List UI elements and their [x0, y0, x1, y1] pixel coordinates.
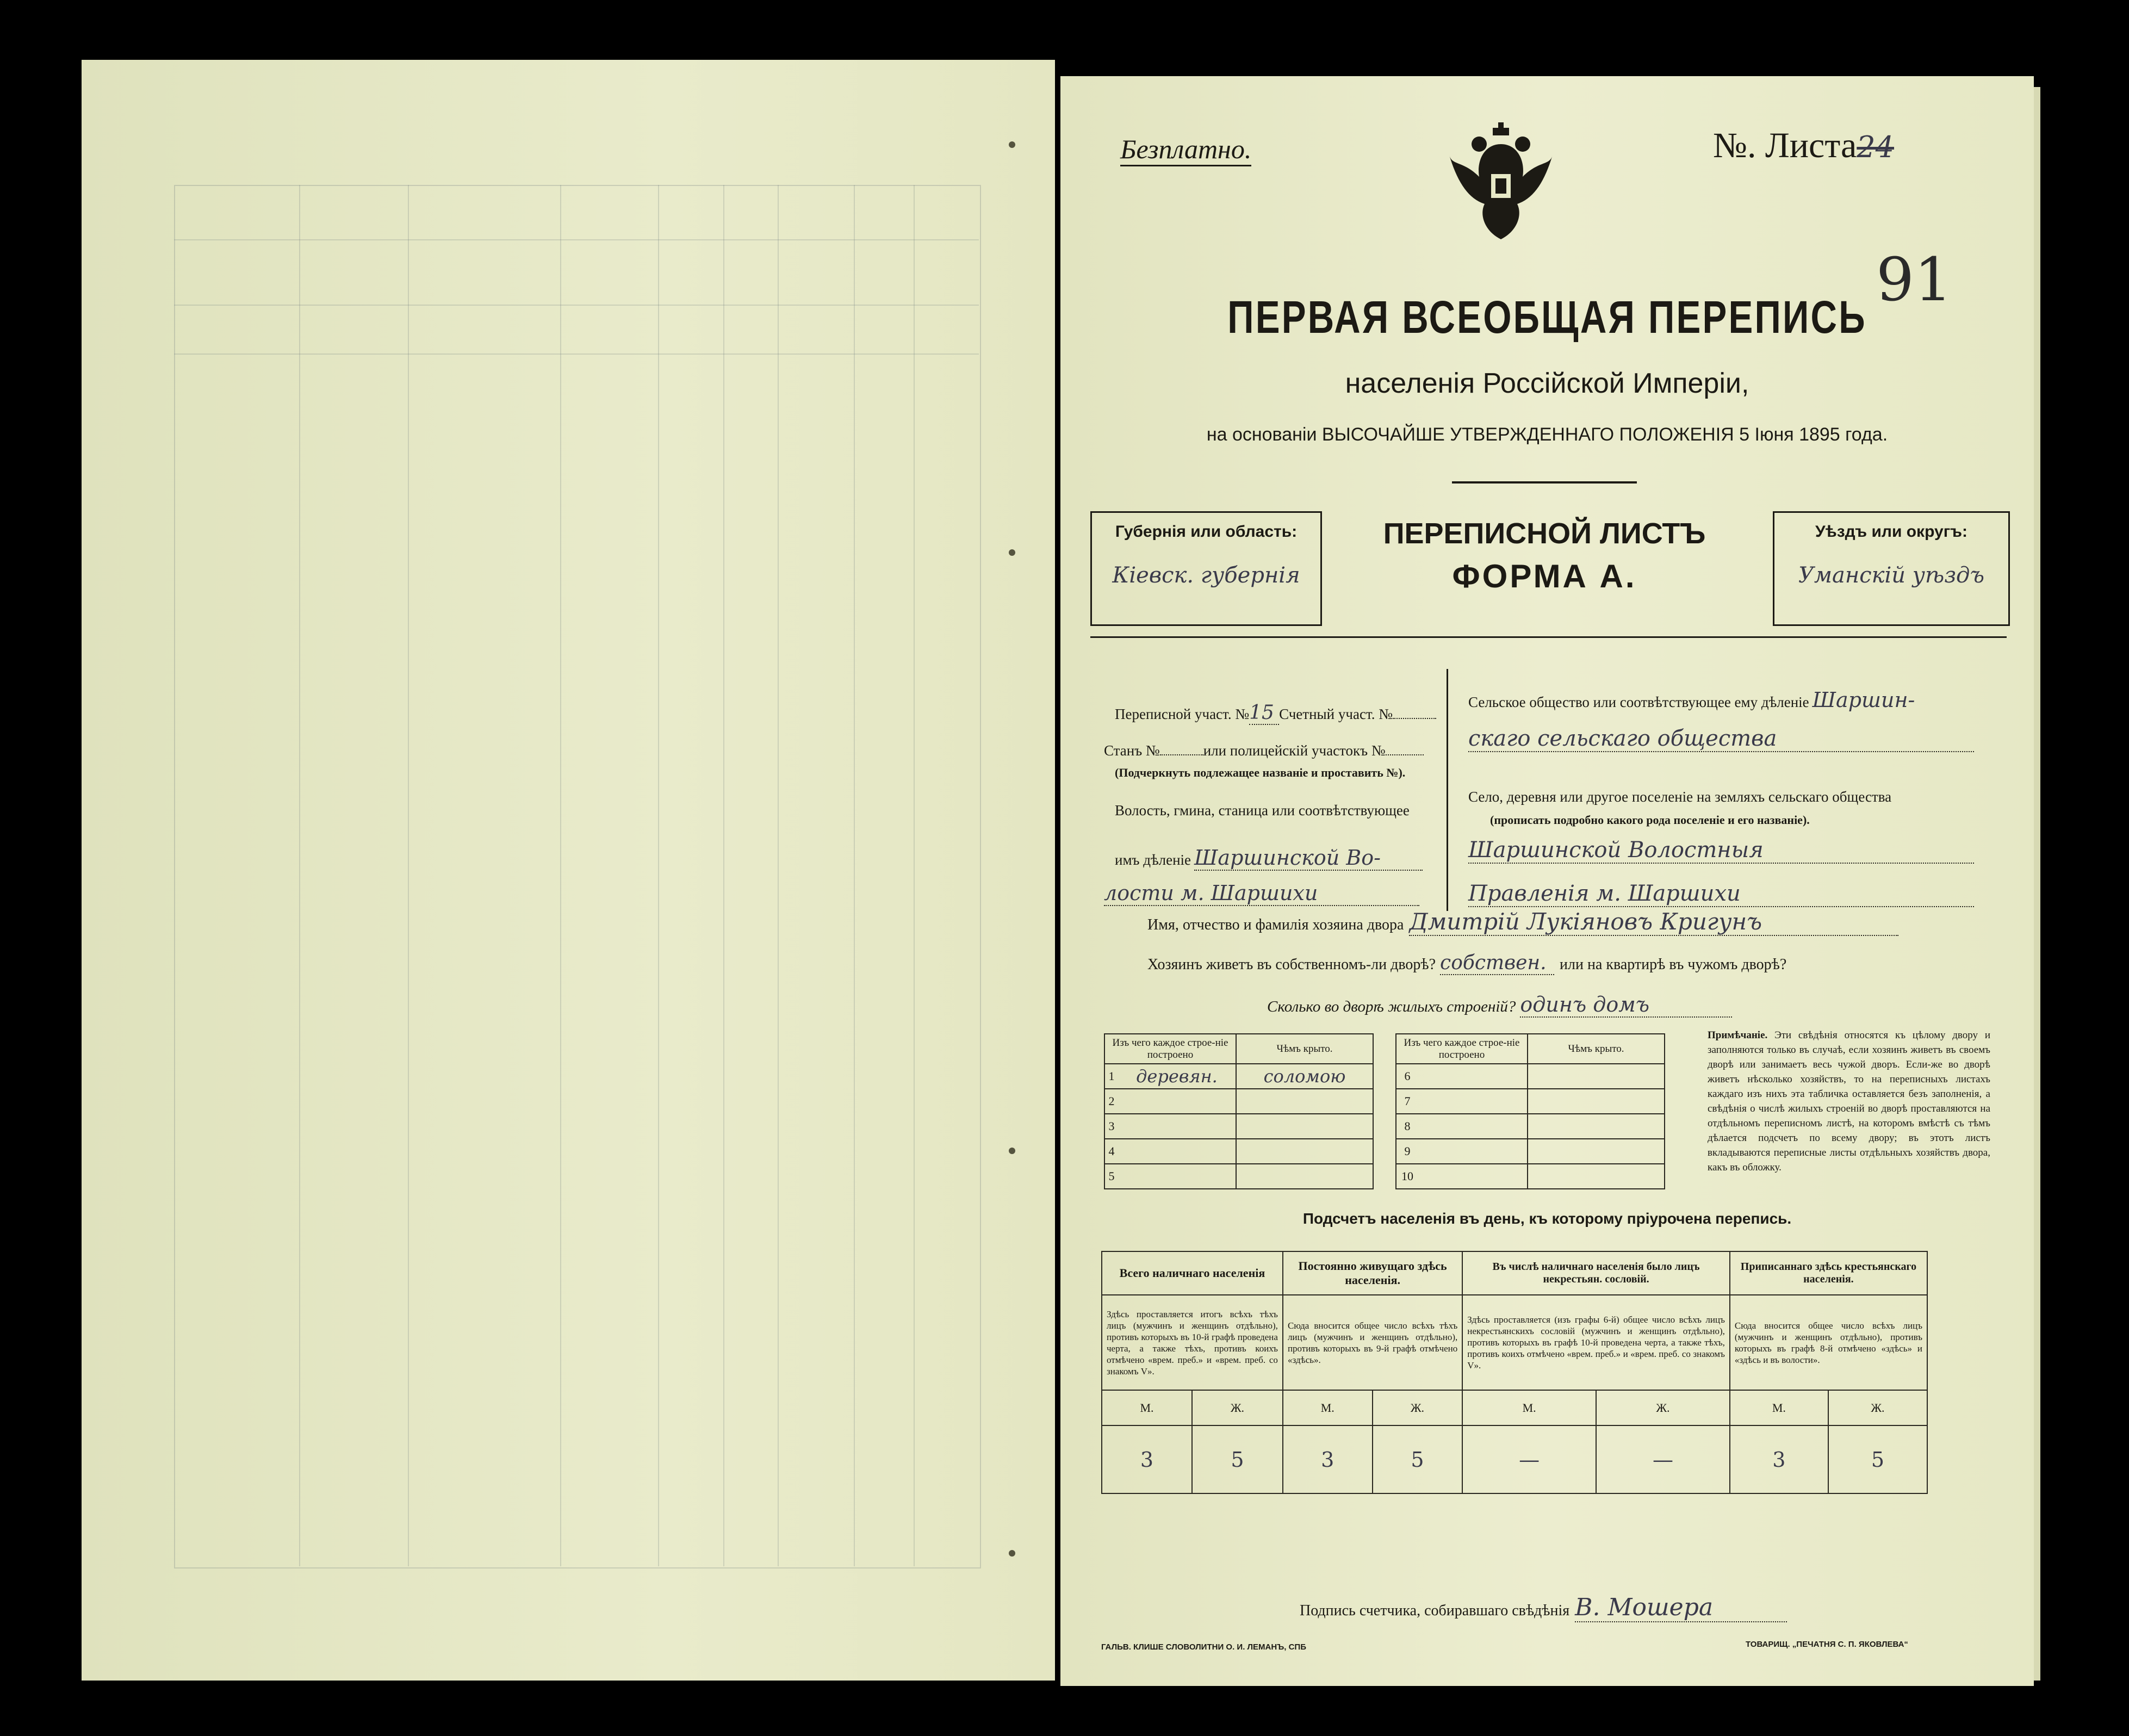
bt-row-number: 6 [1396, 1064, 1418, 1089]
pop-head-permanent: Постоянно живущаго здѣсь населенія. [1283, 1251, 1462, 1295]
volost-label-2: имъ дѣленіе [1115, 852, 1191, 868]
bt-roof [1236, 1089, 1373, 1114]
pop-desc-permanent: Сюда вносится общее число всѣхъ тѣхъ лицъ (мужчинъ и женщинъ отдѣльно), противъ которыхъ въ 9-й графѣ отмѣчено «здѣсь». [1283, 1295, 1462, 1390]
note-text: Эти свѣдѣнія относятся къ цѣлому двору и заполняются только въ случаѣ, если хозяинъ живетъ въ своемъ дворѣ или занимаетъ весь чужой дворъ. Если-же во дворѣ живетъ нѣсколько хозяйствъ, то на переписныхъ листахъ каждаго изъ нихъ эта табличка оставляется безъ заполненія, а свѣдѣнія о числѣ жилыхъ строеній во дворѣ проставляются на отдѣльномъ переписномъ листѣ, на которомъ вмѣстѣ съ тѣмъ дѣлается подсчетъ по всему двору; въ этотъ листъ вкладываются переписные листы отдѣльныхъ хозяйствъ двора, какъ въ обложку. [1708, 1030, 1990, 1173]
pop-m-label: М. [1730, 1390, 1828, 1425]
pop-desc-non-peasant: Здѣсь проставляется (изъ графы 6-й) общее число всѣхъ лицъ некрестьянскихъ сословій (мужчинъ и женщинъ отдѣльно), противъ которыхъ въ графѣ 10-й проведена черта, а также тѣхъ, противъ коихъ отмѣчено «врем. преб.» и «врем. преб. со знакомъ V». [1462, 1295, 1730, 1390]
left-fields [1098, 625, 1430, 1006]
pop-permanent-f: 5 [1373, 1425, 1463, 1493]
census-section-label: Переписной участ. № [1115, 706, 1250, 722]
binding-hole [1009, 549, 1015, 556]
uezd-value: Уманскій уѣздъ [1798, 563, 1985, 588]
signature-value: В. Мошера [1575, 1594, 1787, 1622]
bt-row-number: 9 [1396, 1139, 1418, 1164]
census-subtitle: населенія Россійской Имперіи, [1345, 368, 1749, 399]
sheet-number-label: №. Листа24 [1713, 126, 1895, 165]
pop-total-m: 3 [1102, 1425, 1192, 1493]
bt-col-roof: Чѣмъ крыто. [1528, 1034, 1665, 1064]
binding-hole [1009, 1550, 1015, 1557]
bt-material [1118, 1139, 1236, 1164]
village-label: Село, деревня или другое поселеніе на земляхъ сельскаго общества [1468, 789, 1892, 805]
bt-roof: соломою [1236, 1064, 1373, 1089]
pop-desc-total: Здѣсь проставляется итогъ всѣхъ тѣхъ лицъ (мужчинъ и женщинъ отдѣльно), противъ которыхъ въ 10-й графѣ проведена черта, а также тѣхъ, противъ коихъ отмѣчено «врем. преб.» и «врем. преб. со знакомъ V». [1102, 1295, 1283, 1390]
bt-material [1118, 1164, 1236, 1189]
bt-roof [1236, 1114, 1373, 1139]
signature-row [1300, 1594, 1787, 1622]
ornament-divider [1452, 481, 1637, 483]
owner-value: Дмитрій Лукіяновъ Кригунъ [1409, 908, 1898, 936]
bt-roof [1528, 1164, 1665, 1189]
binding-hole [1009, 1148, 1015, 1154]
pop-f-label: Ж. [1373, 1390, 1463, 1425]
residence-row [1147, 952, 1786, 975]
pop-permanent-m: 3 [1283, 1425, 1373, 1493]
imperial-eagle-emblem [1447, 122, 1555, 242]
bt-col-roof: Чѣмъ крыто. [1236, 1034, 1373, 1064]
pop-desc-assigned: Сюда вносится общее число всѣхъ лицъ (мужчинъ и женщинъ отдѣльно), противъ которыхъ въ графѣ 8-й отмѣчено «здѣсь» и «здѣсь и въ волости». [1730, 1295, 1927, 1390]
form-title: ФОРМА А. [1452, 558, 1637, 594]
bt-material [1418, 1114, 1528, 1139]
pop-f-label: Ж. [1596, 1390, 1730, 1425]
bt-roof [1236, 1164, 1373, 1189]
count-section-label: Счетный участ. № [1279, 706, 1393, 722]
bt-col-material: Изъ чего каждое строе-ніе построено [1396, 1034, 1528, 1064]
society-label: Сельское общество или соотвѣтствующее ему дѣленіе [1468, 694, 1809, 710]
pop-f-label: Ж. [1192, 1390, 1283, 1425]
bt-row-number: 7 [1396, 1089, 1418, 1114]
bt-material [1418, 1139, 1528, 1164]
pop-assigned-m: 3 [1730, 1425, 1828, 1493]
note-block [1708, 1028, 1990, 1175]
pop-f-label: Ж. [1828, 1390, 1927, 1425]
pop-m-label: М. [1102, 1390, 1192, 1425]
uezd-label: Уѣздъ или округъ: [1815, 523, 1968, 541]
residence-value: собствен. [1440, 952, 1554, 975]
pop-non-peasant-f: — [1596, 1425, 1730, 1493]
police-label: или полицейскій участокъ № [1203, 742, 1386, 759]
bt-col-material: Изъ чего каждое строе-ніе построено [1104, 1034, 1236, 1064]
right-fields [1457, 625, 2007, 930]
owner-label: Имя, отчество и фамилія хозяина двора [1147, 916, 1404, 933]
pop-head-assigned: Приписаннаго здѣсь крестьянскаго населенія. [1730, 1251, 1927, 1295]
binding-hole [1009, 141, 1015, 148]
printer-credit-left: ГАЛЬВ. КЛИШЕ СЛОВОЛИТНИ О. И. ЛЕМАНЪ, СПБ [1101, 1642, 1306, 1652]
residence-label-2: или на квартирѣ въ чужомъ дворѣ? [1560, 956, 1787, 973]
bt-roof [1528, 1114, 1665, 1139]
bt-row-number: 3 [1104, 1114, 1118, 1139]
bt-row-number: 10 [1396, 1164, 1418, 1189]
bt-material [1418, 1064, 1528, 1089]
bt-material [1418, 1164, 1528, 1189]
owner-row [1147, 908, 1898, 936]
pop-head-total: Всего наличнаго населенія [1102, 1251, 1283, 1295]
pop-non-peasant-m: — [1462, 1425, 1596, 1493]
archive-stamp-number: 91 [1876, 245, 1952, 314]
sheet-number-value: 24 [1857, 130, 1895, 164]
underline-note: (Подчеркнуть подлежащее названіе и проставить №). [1115, 766, 1406, 779]
pop-m-label: М. [1283, 1390, 1373, 1425]
pop-assigned-f: 5 [1828, 1425, 1927, 1493]
population-table [1101, 1251, 1928, 1494]
society-value-2: скаго сельскаго общества [1468, 726, 1974, 752]
bt-material: деревян. [1118, 1064, 1236, 1089]
list-title: ПЕРЕПИСНОЙ ЛИСТЪ [1383, 517, 1706, 550]
census-title: ПЕРВАЯ ВСЕОБЩАЯ ПЕРЕПИСЬ [1227, 292, 1867, 343]
volost-value-1: Шаршинской Во- [1194, 846, 1423, 871]
guberniya-box [1090, 511, 1322, 626]
pop-total-f: 5 [1192, 1425, 1283, 1493]
signature-label: Подпись счетчика, собиравшаго свѣдѣнія [1300, 1602, 1570, 1619]
volost-label-1: Волость, гмина, станица или соотвѣтствующее [1115, 802, 1410, 819]
bt-row-number: 2 [1104, 1089, 1118, 1114]
population-title: Подсчетъ населенія въ день, къ которому пріурочена перепись. [1302, 1210, 1792, 1227]
guberniya-value: Кіевск. губернія [1112, 563, 1300, 588]
free-label: Безплатно. [1120, 133, 1251, 166]
faint-ruled-grid [174, 185, 981, 1568]
census-section-value: 15 [1249, 702, 1279, 725]
residence-label: Хозяинъ живетъ въ собственномъ-ли дворѣ? [1147, 956, 1436, 973]
bt-material [1118, 1114, 1236, 1139]
buildings-table [1104, 1033, 1665, 1189]
bt-roof [1528, 1064, 1665, 1089]
bt-roof [1528, 1089, 1665, 1114]
note-title: Примѣчаніе. [1708, 1030, 1768, 1041]
bt-roof [1236, 1139, 1373, 1164]
bt-material [1418, 1089, 1528, 1114]
society-value-1: Шаршин- [1812, 688, 1915, 712]
guberniya-label: Губернія или область: [1115, 523, 1298, 541]
uezd-box [1773, 511, 2010, 626]
bt-roof [1528, 1139, 1665, 1164]
column-divider [1447, 669, 1448, 911]
buildings-label: Сколько во дворѣ жилыхъ строеній? [1267, 998, 1516, 1015]
village-value-2: Правленія м. Шаршихи [1468, 881, 1974, 907]
buildings-value: одинъ домъ [1520, 993, 1732, 1018]
census-form-page [1060, 76, 2034, 1686]
buildings-row [1267, 993, 1732, 1018]
census-basis: на основаніи ВЫСОЧАЙШЕ УТВЕРЖДЕННАГО ПОЛОЖЕНІЯ 5 Іюня 1895 года. [1206, 424, 1888, 445]
bt-row-number: 8 [1396, 1114, 1418, 1139]
printer-credit-right: ТОВАРИЩ. „ПЕЧАТНЯ С. П. ЯКОВЛЕВА“ [1746, 1640, 1908, 1649]
volost-value-2: лости м. Шаршихи [1104, 881, 1419, 906]
stan-label: Станъ № [1104, 742, 1160, 759]
pop-m-label: М. [1462, 1390, 1596, 1425]
left-page [82, 60, 1055, 1681]
village-value-1: Шаршинской Волостныя [1468, 838, 1974, 864]
bt-row-number: 1 [1104, 1064, 1118, 1089]
pop-head-non-peasant: Въ числѣ наличнаго населенія было лицъ некрестьян. сословій. [1462, 1251, 1730, 1295]
bt-row-number: 4 [1104, 1139, 1118, 1164]
bt-material [1118, 1089, 1236, 1114]
village-note: (прописать подробно какого рода поселеніе и его названіе). [1490, 813, 1810, 827]
bt-row-number: 5 [1104, 1164, 1118, 1189]
